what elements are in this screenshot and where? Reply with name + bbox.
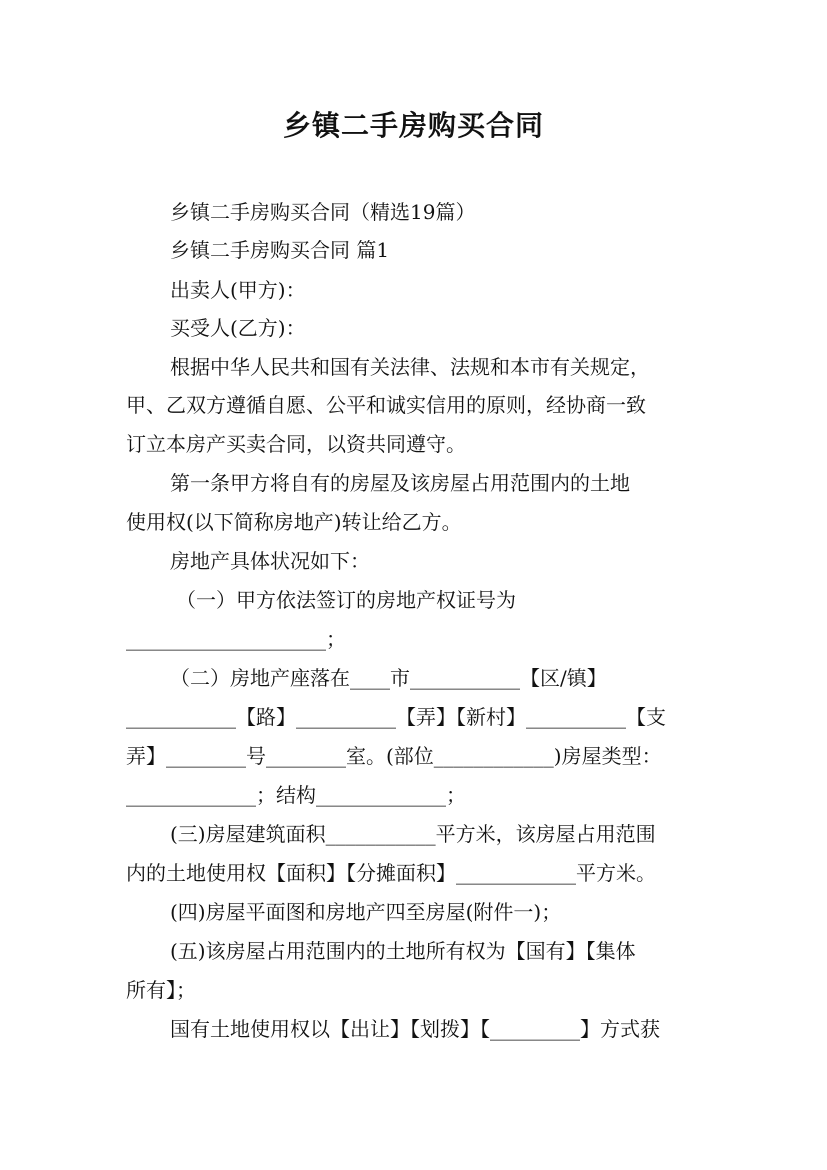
- document-line: 内的土地使用权【面积】【分摊面积】____________平方米。: [126, 861, 656, 885]
- document-line: 出卖人(甲方)：: [170, 278, 306, 302]
- document-line: (五)该房屋占用范围内的土地所有权为【国有】【集体: [170, 939, 636, 963]
- document-line: 第一条甲方将自有的房屋及该房屋占用范围内的土地: [170, 471, 630, 495]
- document-line: ___________【路】__________【弄】【新村】__________【支: [126, 705, 666, 729]
- document-line: (四)房屋平面图和房地产四至房屋(附件一)；: [170, 900, 562, 924]
- document-line: 房地产具体状况如下：: [170, 549, 370, 573]
- document-line: 甲、乙双方遵循自愿、公平和诚实信用的原则，经协商一致: [126, 393, 646, 417]
- document-line: 买受人(乙方)：: [170, 316, 306, 340]
- document-line: （二）房地产座落在____市___________【区/镇】: [170, 666, 607, 690]
- document-line: (三)房屋建筑面积___________平方米，该房屋占用范围: [170, 822, 656, 846]
- document-line: （一）甲方依法签订的房地产权证号为: [176, 588, 516, 612]
- document-line: 乡镇二手房购买合同 篇1: [170, 238, 390, 262]
- document-line: 国有土地使用权以【出让】【划拨】【_________】方式获: [170, 1017, 660, 1041]
- document-title: 乡镇二手房购买合同: [282, 109, 544, 142]
- document-line: 乡镇二手房购买合同（精选19篇）: [170, 200, 476, 224]
- document-line: ____________________；: [126, 627, 346, 651]
- document-line: 使用权(以下简称房地产)转让给乙方。: [126, 510, 462, 534]
- document-line: _____________；结构_____________；: [126, 783, 466, 807]
- document-line: 所有】；: [126, 978, 196, 1002]
- document-line: 弄】________号________室。(部位____________)房屋类型：: [126, 744, 662, 768]
- document-line: 订立本房产买卖合同，以资共同遵守。: [126, 432, 466, 456]
- document-line: 根据中华人民共和国有关法律、法规和本市有关规定，: [170, 355, 650, 379]
